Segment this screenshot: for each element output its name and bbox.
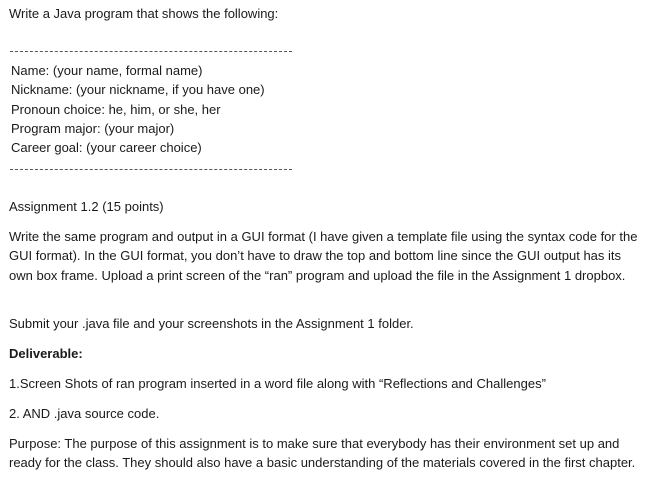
purpose-text: Purpose: The purpose of this assignment is to make sure that everybody has their environment set up and ready for the class. They should also have a basic understanding of the materials covered in the first chapter.	[9, 436, 636, 471]
assignment-title: Assignment 1.2 (15 points)	[9, 199, 164, 214]
template-major-line: Program major: (your major)	[11, 121, 175, 136]
top-dashed-line	[10, 51, 292, 52]
template-career-line: Career goal: (your career choice)	[11, 140, 202, 155]
intro-text: Write a Java program that shows the following:	[9, 6, 279, 21]
assignment-body: Write the same program and output in a GUI format (I have given a template file using the syntax code for the GUI format). In the GUI format, you don’t have to draw the top and bottom line since the GUI output has its own box frame. Upload a print screen of the “ran” program and upload the file in the Assignment 1 dropbox.	[9, 229, 638, 283]
bottom-dashed-line	[10, 169, 292, 170]
template-pronoun-line: Pronoun choice: he, him, or she, her	[11, 102, 221, 117]
deliverable-item-2: 2. AND .java source code.	[9, 406, 160, 421]
deliverable-item-1: 1.Screen Shots of ran program inserted in a word file along with “Reflections and Challenges”	[9, 376, 546, 391]
template-nickname-line: Nickname: (your nickname, if you have one)	[11, 82, 265, 97]
deliverable-heading: Deliverable:	[9, 346, 83, 361]
template-name-line: Name: (your name, formal name)	[11, 63, 203, 78]
submit-instructions: Submit your .java file and your screenshots in the Assignment 1 folder.	[9, 316, 414, 331]
